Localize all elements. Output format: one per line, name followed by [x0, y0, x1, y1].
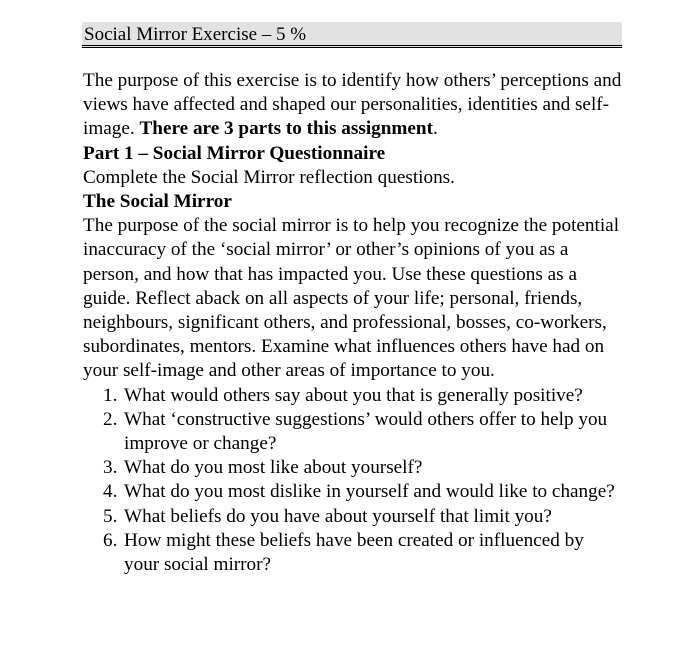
question-number: 2.: [103, 408, 118, 430]
question-number: 4.: [103, 481, 118, 503]
list-item: [103, 529, 622, 577]
question-number: 1.: [103, 384, 118, 406]
question-text: What would others say about you that is generally positive?: [124, 384, 583, 406]
question-number: 3.: [103, 457, 118, 479]
list-item: [103, 456, 622, 480]
question-text: What ‘constructive suggestions’ would others offer to help you improve or change?: [124, 408, 608, 455]
part1-heading: Part 1 – Social Mirror Questionnaire: [83, 142, 386, 164]
question-number: 6.: [103, 529, 118, 551]
questions-list: [83, 384, 622, 578]
list-item: [103, 384, 622, 408]
section-body: The purpose of the social mirror is to help you recognize the potential inaccuracy of the ‘social mirror’ or other’s opinions of you as a person, and how that has impacted you. Use these questions as a guide. Reflect aback on all aspects of your life; personal, friends, neighbours, significant others, and professional, bosses, co-workers, subordinates, mentors. Examine what influences others have had on your self-image and other areas of importance to you.: [83, 215, 620, 382]
question-text: What beliefs do you have about yourself that limit you?: [124, 505, 552, 527]
document-title: Social Mirror Exercise – 5 %: [84, 24, 307, 45]
intro-end: .: [432, 118, 438, 140]
section-heading: The Social Mirror: [83, 191, 232, 213]
question-text: What do you most like about yourself?: [124, 457, 423, 479]
intro-paragraph: [83, 69, 622, 142]
question-text: How might these beliefs have been created or influenced by your social mirror?: [124, 529, 584, 576]
part1-instruction: Complete the Social Mirror reflection questions.: [83, 166, 455, 188]
question-number: 5.: [103, 505, 118, 527]
document-page: [82, 22, 622, 577]
list-item: [103, 505, 622, 529]
question-text: What do you most dislike in yourself and would like to change?: [124, 481, 615, 503]
intro-bold-text: There are 3 parts to this assignment: [139, 118, 433, 140]
list-item: [103, 480, 622, 504]
intro-text: The purpose of this exercise is to identify how others’ perceptions and views have affected and shaped our personalities, identities and self-image.: [83, 70, 622, 140]
title-bar: [82, 22, 622, 48]
list-item: [103, 408, 622, 456]
document-body: [82, 69, 622, 577]
